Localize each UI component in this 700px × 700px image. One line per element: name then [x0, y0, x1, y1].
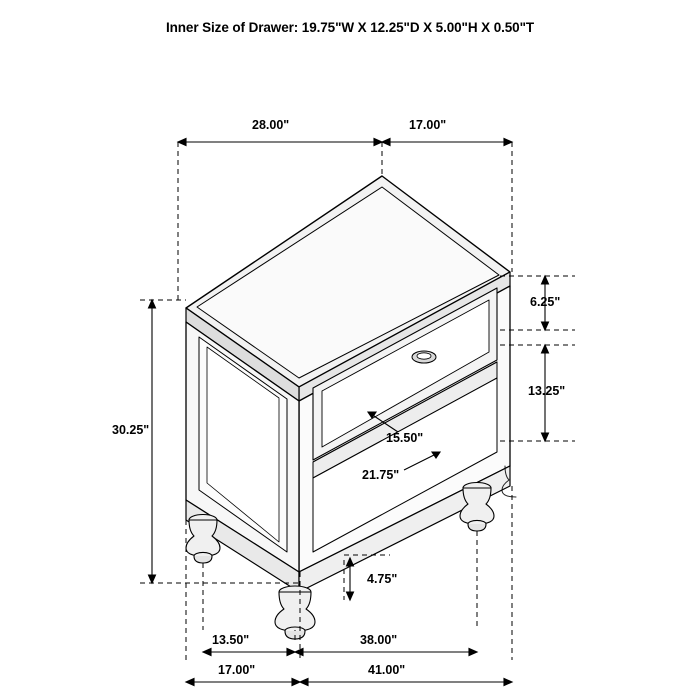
- dim-label-base-left-width: 17.00": [218, 663, 256, 677]
- dim-label-overall-height: 30.25": [112, 423, 150, 437]
- dim-label-drawer-top-height: 6.25": [530, 295, 561, 309]
- page-title: Inner Size of Drawer: 19.75"W X 12.25"D X 5.00"H X 0.50"T: [165, 20, 535, 35]
- dim-label-drawer-front-height: 13.25": [528, 384, 566, 398]
- dim-label-inner-depth: 21.75": [362, 468, 400, 482]
- dim-label-top-right-width: 17.00": [409, 118, 447, 132]
- dim-label-top-left-width: 28.00": [252, 118, 290, 132]
- dim-label-leg-spacing-left: 13.50": [212, 633, 250, 647]
- dim-label-base-right-width: 41.00": [368, 663, 406, 677]
- dim-label-leg-height: 4.75": [367, 572, 398, 586]
- dim-label-inner-opening-width: 15.50": [386, 431, 424, 445]
- dim-label-leg-spacing-right: 38.00": [360, 633, 398, 647]
